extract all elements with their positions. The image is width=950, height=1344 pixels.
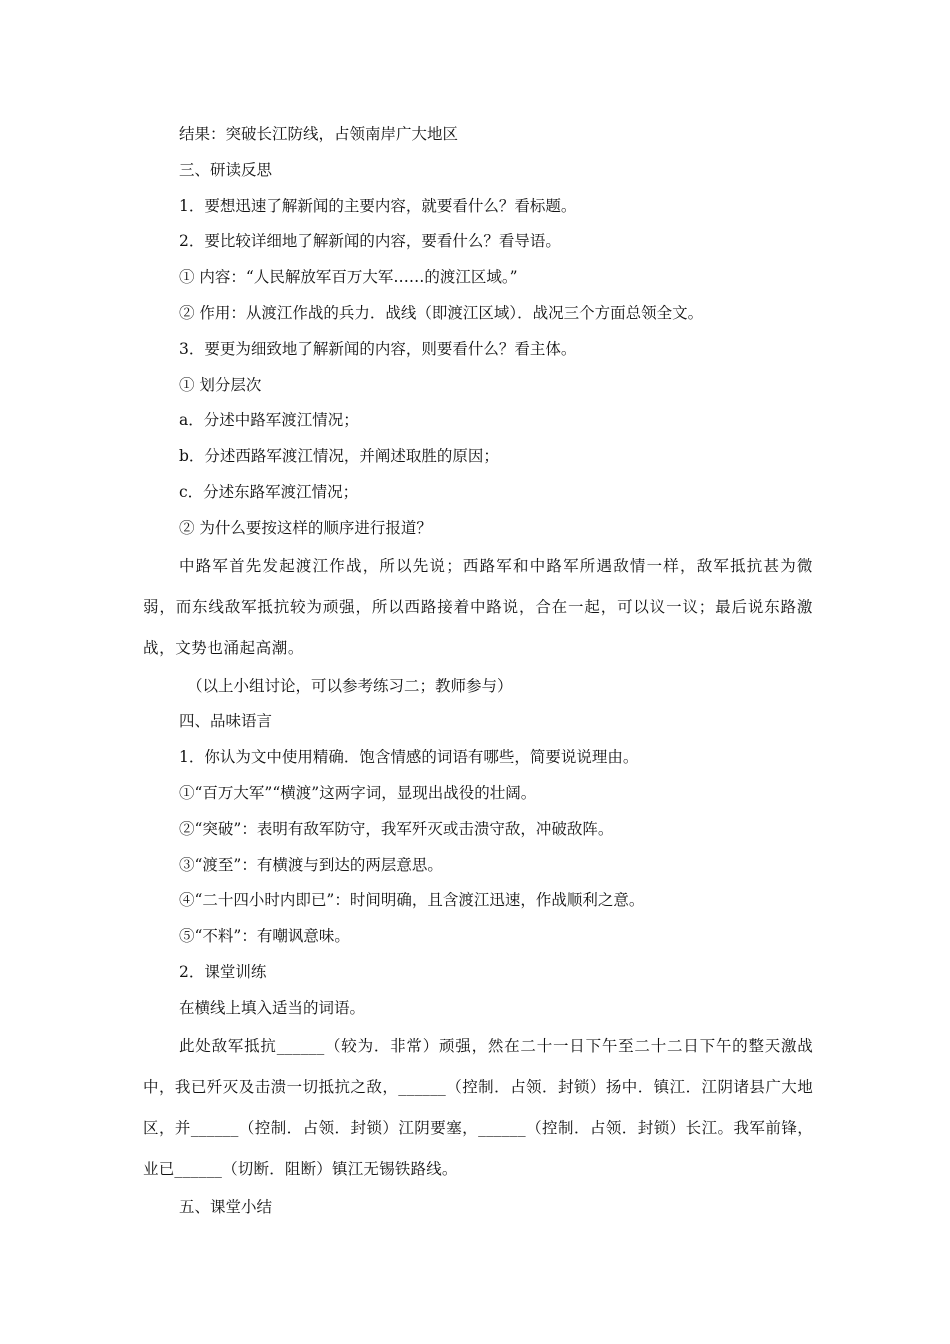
fill-in-paragraph: 此处敌军抵抗______（较为．非常）顽强，然在二十一日下午至二十二日下午的整天激战中，我已歼灭及击溃一切抵抗之敌，______（控制．占领．封锁）扬中．镇江．江阴诸县广大地区，并______（控制．占领．封锁）江阴要塞，______（控制．占领．封锁）长江。我军前锋，业已______（切断．阻断）镇江无锡铁路线。: [143, 1036, 813, 1178]
layer-c: c．分述东路军渡江情况；: [179, 482, 359, 501]
result-line: 结果：突破长江防线，占领南岸广大地区: [179, 125, 459, 143]
class-training-heading: 2．课堂训练: [179, 962, 267, 981]
layer-division-item: ① 划分层次: [179, 375, 262, 394]
lead-function-item: ② 作用：从渡江作战的兵力．战线（即渡江区域）．战况三个方面总领全文。: [179, 303, 704, 322]
question-3: 3．要更为细致地了解新闻的内容，则要看什么？看主体。: [179, 339, 577, 358]
word-item-4: ④“二十四小时内即已”：时间明确，且含渡江迅速，作战顺利之意。: [179, 891, 645, 910]
section-heading-3: 三、研读反思: [179, 160, 273, 179]
word-item-1: ①“百万大军”“横渡”这两字词，显现出战役的壮阔。: [179, 783, 537, 802]
lead-content-item: ① 内容：“人民解放军百万大军……的渡江区域。”: [179, 268, 518, 287]
language-question-1: 1．你认为文中使用精确．饱含情感的词语有哪些，简要说说理由。: [179, 748, 639, 767]
layer-b: b．分述西路军渡江情况，并阐述取胜的原因；: [179, 447, 499, 466]
word-item-5: ⑤“不料”：有嘲讽意味。: [179, 927, 350, 946]
order-question: ② 为什么要按这样的顺序进行报道？: [179, 518, 432, 537]
word-item-3: ③“渡至”：有横渡与到达的两层意思。: [179, 855, 443, 874]
layer-a: a．分述中路军渡江情况；: [179, 411, 359, 430]
order-answer-paragraph: 中路军首先发起渡江作战，所以先说；西路军和中路军所遇敌情一样，敌军抵抗甚为微弱，而东线敌军抵抗较为顽强，所以西路接着中路说，合在一起，可以议一议；最后说东路激战，文势也涌起高潮。: [143, 556, 813, 657]
word-item-2: ②“突破”：表明有敌军防守，我军歼灭或击溃守敌，冲破敌阵。: [179, 819, 614, 838]
document-body: [143, 124, 813, 1217]
section-heading-4: 四、品味语言: [179, 712, 273, 731]
question-1: 1．要想迅速了解新闻的主要内容，就要看什么？看标题。: [179, 196, 577, 215]
section-heading-5: 五、课堂小结: [179, 1197, 273, 1216]
fill-instruction: 在横线上填入适当的词语。: [179, 998, 366, 1017]
question-2: 2．要比较详细地了解新闻的内容，要看什么？看导语。: [179, 232, 561, 251]
discussion-note: （以上小组讨论，可以参考练习二；教师参与）: [187, 676, 513, 695]
